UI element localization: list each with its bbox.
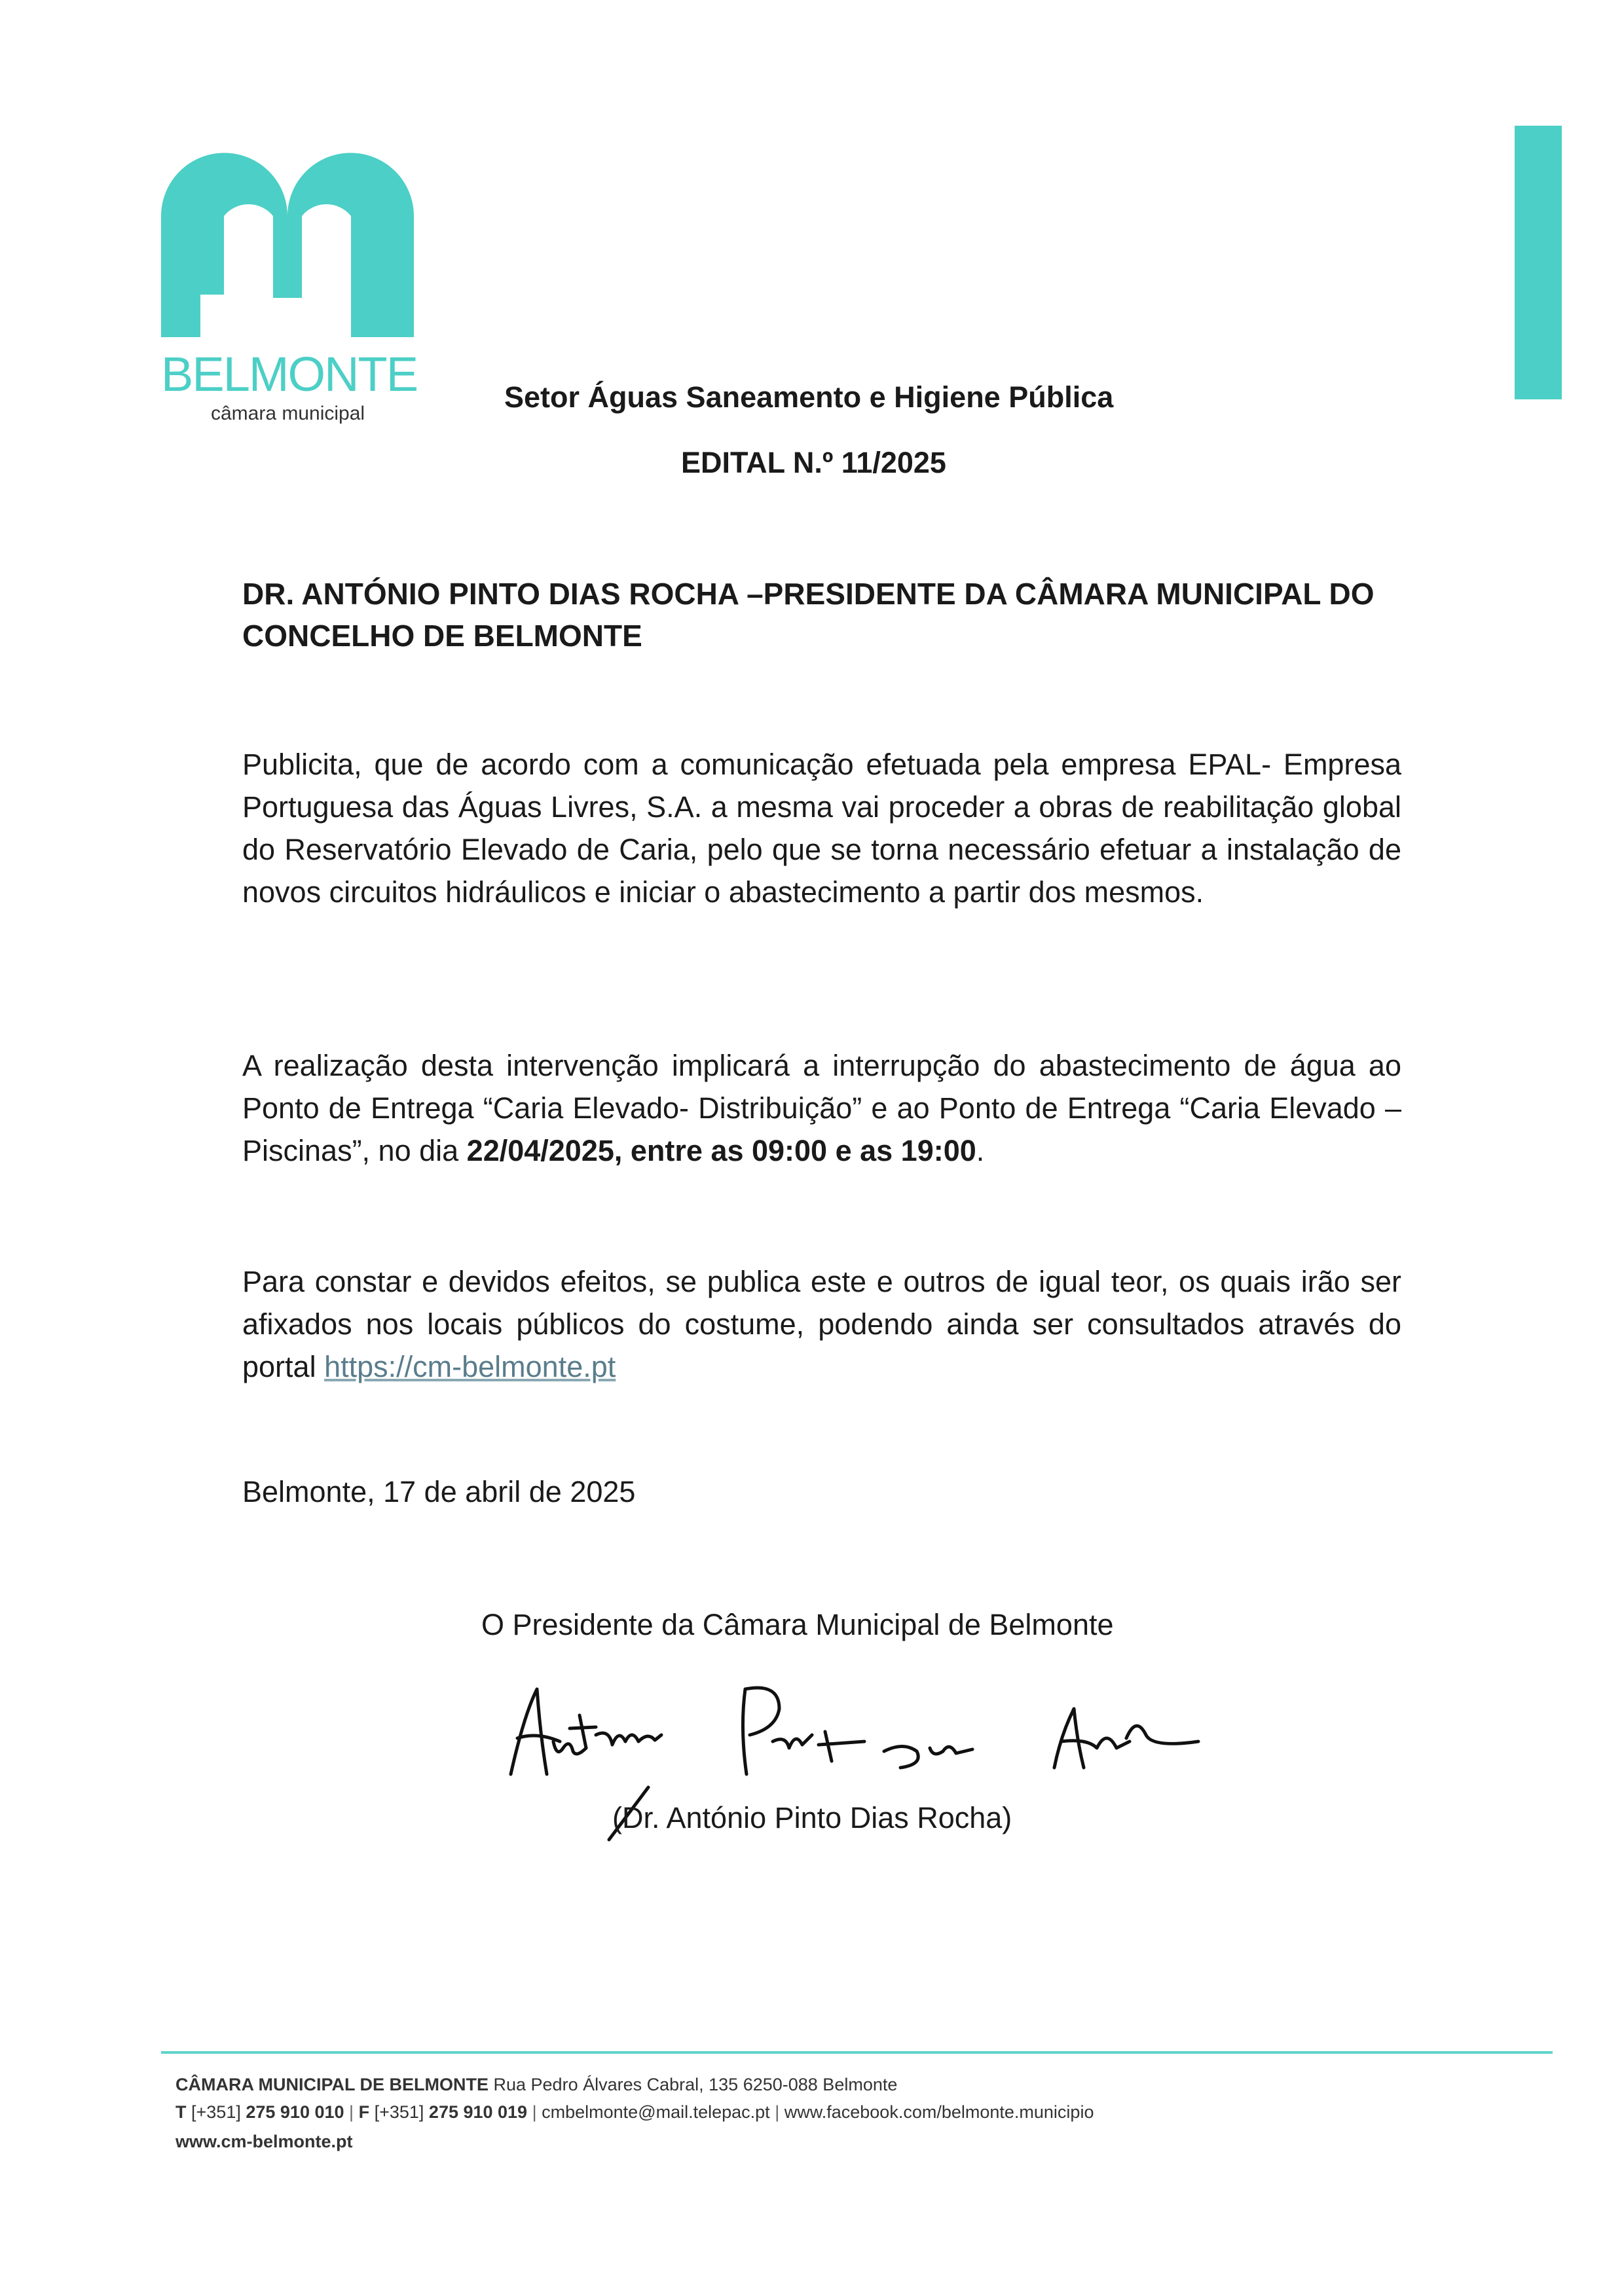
interruption-date-time: 22/04/2025, entre as 09:00 e as 19:00 bbox=[466, 1134, 976, 1167]
paragraph-interruption-end: . bbox=[976, 1134, 985, 1167]
footer-email-link[interactable]: cmbelmonte@mail.telepac.pt bbox=[542, 2102, 770, 2122]
footer-fax-prefix: [+351] bbox=[374, 2102, 424, 2122]
footer-divider bbox=[161, 2051, 1553, 2054]
footer-fax-label: F bbox=[358, 2102, 370, 2122]
footer-tel-prefix: [+351] bbox=[191, 2102, 241, 2122]
logo-wordmark: BELMONTE bbox=[161, 347, 418, 401]
document-heading: DR. ANTÓNIO PINTO DIAS ROCHA –PRESIDENTE DA CÂMARA MUNICIPAL DO CONCELHO DE BELMONTE bbox=[242, 577, 1375, 653]
signatory-title: O Presidente da Câmara Municipal de Belmonte bbox=[481, 1608, 1114, 1641]
belmonte-logo-icon bbox=[161, 147, 414, 337]
paragraph-publication-text: Para constar e devidos efeitos, se publica este e outros de igual teor, os quais irão ser afixados nos locais públicos do costume, podendo ainda ser consultados através do portal bbox=[242, 1265, 1401, 1383]
footer-website-link[interactable]: www.cm-belmonte.pt bbox=[175, 2132, 353, 2151]
footer-org-name: CÂMARA MUNICIPAL DE BELMONTE bbox=[175, 2075, 489, 2094]
signatory-name: (Dr. António Pinto Dias Rocha) bbox=[612, 1801, 1012, 1834]
footer-contacts-line: T [+351] 275 910 010 | F [+351] 275 910 019 | cmbelmonte@mail.telepac.pt | www.facebook.com/belmonte.municipio bbox=[175, 2102, 1094, 2122]
footer-facebook-link[interactable]: www.facebook.com/belmonte.municipio bbox=[784, 2102, 1094, 2122]
paragraph-announcement: Publicita, que de acordo com a comunicação efetuada pela empresa EPAL- Empresa Portuguesa das Águas Livres, S.A. a mesma vai proceder a obras de reabilitação global do Reservatório Elevado de Caria, pelo que se torna necessário efetuar a instalação de novos circuitos hidráulicos e iniciar o abastecimento a partir dos mesmos. bbox=[242, 748, 1401, 909]
decorative-side-bar bbox=[1515, 126, 1562, 399]
footer-fax: 275 910 019 bbox=[428, 2102, 528, 2122]
edital-number: EDITAL N.º 11/2025 bbox=[681, 446, 946, 479]
date-line: Belmonte, 17 de abril de 2025 bbox=[242, 1475, 636, 1508]
paragraph-interruption-text: A realização desta intervenção implicará a interrupção do abastecimento de água ao Ponto de Entrega “Caria Elevado- Distribuição” e ao Ponto de Entrega “Caria Elevado – Piscinas”, no dia bbox=[242, 1049, 1401, 1167]
footer-tel-label: T bbox=[175, 2102, 187, 2122]
footer-tel: 275 910 010 bbox=[246, 2102, 344, 2122]
sector-title: Setor Águas Saneamento e Higiene Pública bbox=[504, 380, 1114, 414]
paragraph-interruption bbox=[242, 1044, 1401, 1172]
footer-address-line bbox=[175, 2074, 897, 2095]
footer-address: Rua Pedro Álvares Cabral, 135 6250-088 Belmonte bbox=[493, 2075, 898, 2094]
portal-link[interactable]: https://cm-belmonte.pt bbox=[324, 1350, 616, 1383]
logo-subtitle: câmara municipal bbox=[211, 403, 365, 424]
paragraph-publication bbox=[242, 1260, 1401, 1388]
